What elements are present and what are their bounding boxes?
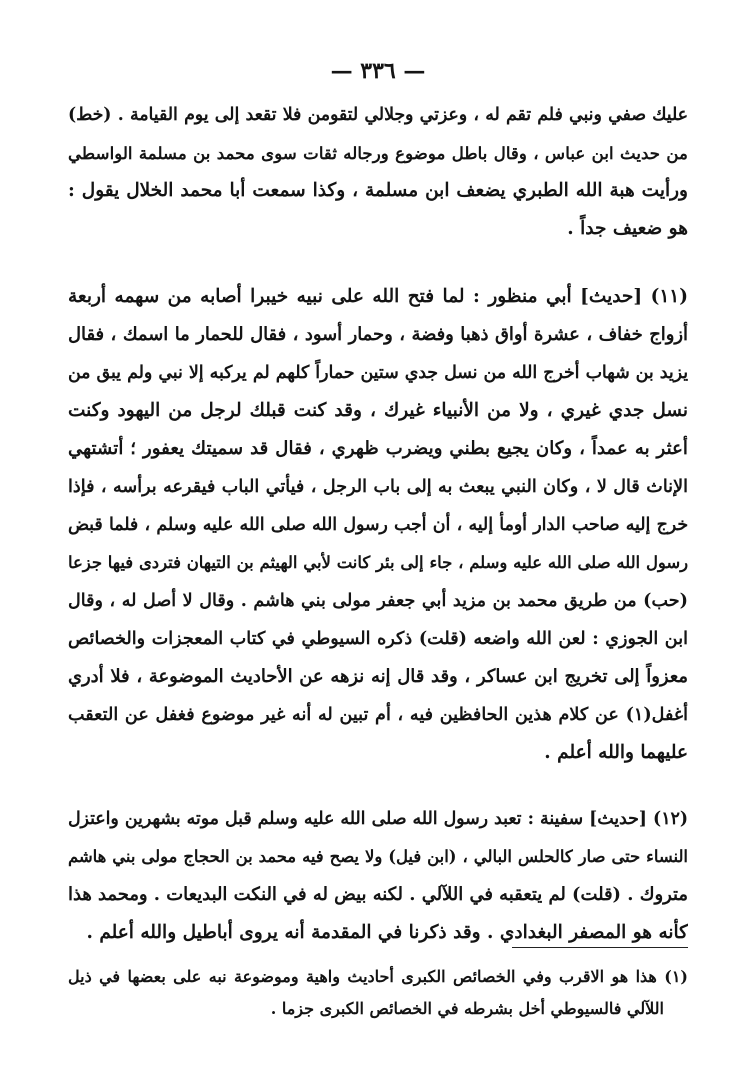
footnote-separator xyxy=(512,947,688,948)
text-line: نسل جدي غيري ، ولا من الأنبياء غيرك ، وقد كنت قبلك لرجل من اليهود وكنت xyxy=(68,400,688,421)
text-line: الإناث قال لا ، وكان النبي يبعث به إلى باب الرجل ، فيأتي الباب فيقرعه برأسه ، فإذا xyxy=(68,476,688,497)
text-line: معزواً إلى تخريج ابن عساكر ، وقد قال إنه نزهه عن الأحاديث الموضوعة ، فلا أدري xyxy=(68,666,688,687)
text-line: كأنه هو المصفر البغدادي . وقد ذكرنا في المقدمة أنه يروى أباطيل والله أعلم . xyxy=(86,922,688,943)
text-line: أغفل(١) عن كلام هذين الحافظين فيه ، أم تبين له أنه غير موضوع فغفل عن التعقب xyxy=(68,704,688,725)
page-number: — ٣٣٦ — xyxy=(330,58,426,84)
text-line: (١٢) [حديث] سفينة : تعبد رسول الله صلى الله عليه وسلم قبل موته بشهرين واعتزل xyxy=(68,809,688,829)
text-line: خرج إليه صاحب الدار أومأ إليه ، أن أجب رسول الله صلى الله عليه وسلم ، فلما قبض xyxy=(68,515,688,535)
text-line: عليك صفي ونبي فلم تقم له ، وعزتي وجلالي لتقومن فلا تقعد إلى يوم القيامة . (خط) xyxy=(68,105,688,125)
text-line: أعثر به عمداً ، وكان يجيع بطني ويضرب ظهري ، فقال قد سميتك يعفور ؛ أتشتهي xyxy=(68,438,688,459)
text-line: من حديث ابن عباس ، وقال باطل موضوع ورجاله ثقات سوى محمد بن مسلمة الواسطي xyxy=(68,143,688,163)
text-line: النساء حتى صار كالحلس البالي ، (ابن فيل) ولا يصح فيه محمد بن الحجاج مولى بني هاشم xyxy=(68,847,688,866)
text-line: رسول الله صلى الله عليه وسلم ، جاء إلى بئر كانت لأبي الهيثم بن التيهان فتردى فيها جزعا xyxy=(68,553,688,572)
text-line: ورأيت هبة الله الطبري يضعف ابن مسلمة ، وكذا سمعت أبا محمد الخلال يقول : xyxy=(68,180,688,201)
text-line: أزواج خفاف ، عشرة أواق ذهبا وفضة ، وحمار أسود ، فقال للحمار ما اسمك ، فقال xyxy=(68,324,688,345)
text-line: هو ضعيف جداً . xyxy=(567,218,688,239)
text-line: يزيد بن شهاب أخرج الله من نسل جدي ستين حماراً كلهم لم يركبه إلا نبي ولم يبق من xyxy=(68,363,688,383)
text-line: عليهما والله أعلم . xyxy=(544,742,688,763)
text-line: (حب) من طريق محمد بن مزيد أبي جعفر مولى بني هاشم . وقال لا أصل له ، وقال xyxy=(68,590,688,611)
text-line: ابن الجوزي : لعن الله واضعه (قلت) ذكره السيوطي في كتاب المعجزات والخصائص xyxy=(68,628,688,649)
text-line: متروك . (قلت) لم يتعقبه في اللآلي . لكنه بيض له في النكت البديعات . ومحمد هذا xyxy=(68,884,688,905)
footnote-line: اللآلي فالسيوطي أخل بشرطه في الخصائص الكبرى جزما . xyxy=(270,999,664,1018)
text-line: (١١) [حديث] أبي منظور : لما فتح الله على نبيه خيبرا أصابه من سهمه أربعة xyxy=(68,286,688,307)
footnote-line: (١) هذا هو الاقرب وفي الخصائص الكبرى أحاديث واهية وموضوعة نبه على بعضها في ذيل xyxy=(68,967,688,986)
